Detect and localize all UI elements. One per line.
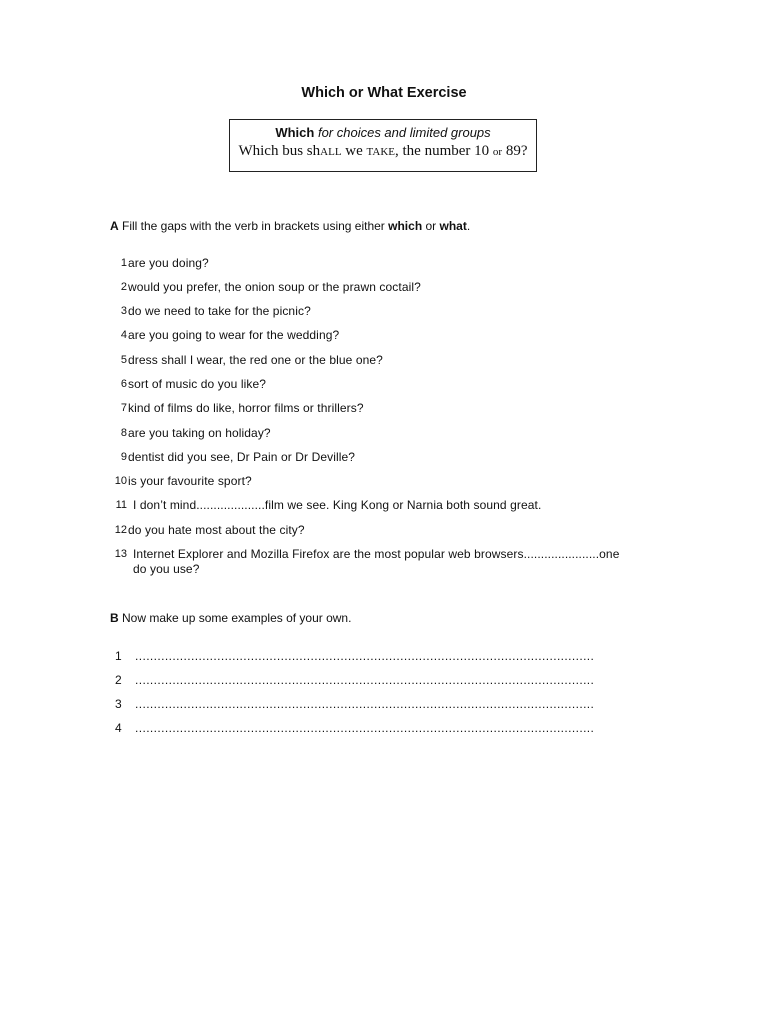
rule-example-part: , the number 10 <box>395 143 493 159</box>
rule-example-part: or <box>492 146 503 158</box>
rule-example-part: TAKE <box>366 146 395 158</box>
question-text: would you prefer, the onion soup or the prawn coctail? <box>128 280 421 294</box>
example-number: 2 <box>115 673 122 687</box>
question-number: 8 <box>120 427 127 439</box>
question-text: are you going to wear for the wedding? <box>128 328 340 342</box>
rule-box <box>229 119 537 172</box>
question-text: do you hate most about the city? <box>128 523 305 537</box>
rule-description <box>230 125 536 140</box>
question-text: kind of films do like, horror films or thrillers? <box>128 401 364 415</box>
example-number: 1 <box>115 649 122 663</box>
example-blank: ........................................................................................................................... <box>135 697 595 711</box>
question-number: 1 <box>120 257 127 269</box>
instruction-text: or <box>422 219 440 233</box>
section-b-letter: B <box>110 611 119 625</box>
question-text: do we need to take for the picnic? <box>128 304 311 318</box>
question-text: dentist did you see, Dr Pain or Dr Deville? <box>128 450 356 464</box>
rule-keyword: Which <box>275 125 315 140</box>
section-b-instruction <box>110 611 351 625</box>
example-blank: ........................................................................................................................... <box>135 721 595 735</box>
question-number: 12 <box>114 524 127 536</box>
example-number: 3 <box>115 697 122 711</box>
rule-example-part: ALL <box>320 146 342 158</box>
question-text: I don’t mind....................film we see. King Kong or Narnia both sound great. <box>133 498 542 512</box>
question-number: 2 <box>120 281 127 293</box>
question-number: 13 <box>114 548 127 560</box>
question-text: dress shall I wear, the red one or the blue one? <box>128 353 383 367</box>
example-line <box>115 673 594 687</box>
example-number: 4 <box>115 721 122 735</box>
question-number: 11 <box>115 499 127 511</box>
question-text: sort of music do you like? <box>128 377 266 391</box>
question-number: 6 <box>120 378 127 390</box>
example-line <box>115 721 594 735</box>
example-line <box>115 697 594 711</box>
question-number: 9 <box>120 451 127 463</box>
instruction-text: Fill the gaps with the verb in brackets using either <box>118 219 389 233</box>
question-number: 7 <box>120 402 127 414</box>
rule-example-part: 89? <box>502 143 528 159</box>
question-number: 3 <box>120 305 127 317</box>
rule-explanation: for choices and limited groups <box>317 125 491 140</box>
instruction-keyword: which <box>388 219 423 233</box>
section-a-letter: A <box>110 219 119 233</box>
question-number: 4 <box>120 329 127 341</box>
question-text: is your favourite sport? <box>128 474 252 488</box>
question-text: are you doing? <box>128 256 209 270</box>
example-blank: ........................................................................................................................... <box>135 649 595 663</box>
instruction-text: Now make up some examples of your own. <box>118 611 352 625</box>
question-number: 5 <box>120 354 127 366</box>
question-text: are you taking on holiday? <box>128 426 271 440</box>
example-line <box>115 649 594 663</box>
example-blank: ........................................................................................................................... <box>135 673 595 687</box>
question-text-continued: do you use? <box>133 562 200 576</box>
rule-example-part: we <box>341 143 367 159</box>
instruction-keyword: what <box>439 219 467 233</box>
section-a-instruction <box>110 219 470 233</box>
question-number: 10 <box>114 475 127 487</box>
question-text: Internet Explorer and Mozilla Firefox are the most popular web browsers......................one <box>133 547 620 561</box>
instruction-text: . <box>466 219 471 233</box>
page-title: Which or What Exercise <box>301 85 467 101</box>
rule-example-part: Which bus sh <box>238 143 321 159</box>
rule-example <box>230 143 536 160</box>
